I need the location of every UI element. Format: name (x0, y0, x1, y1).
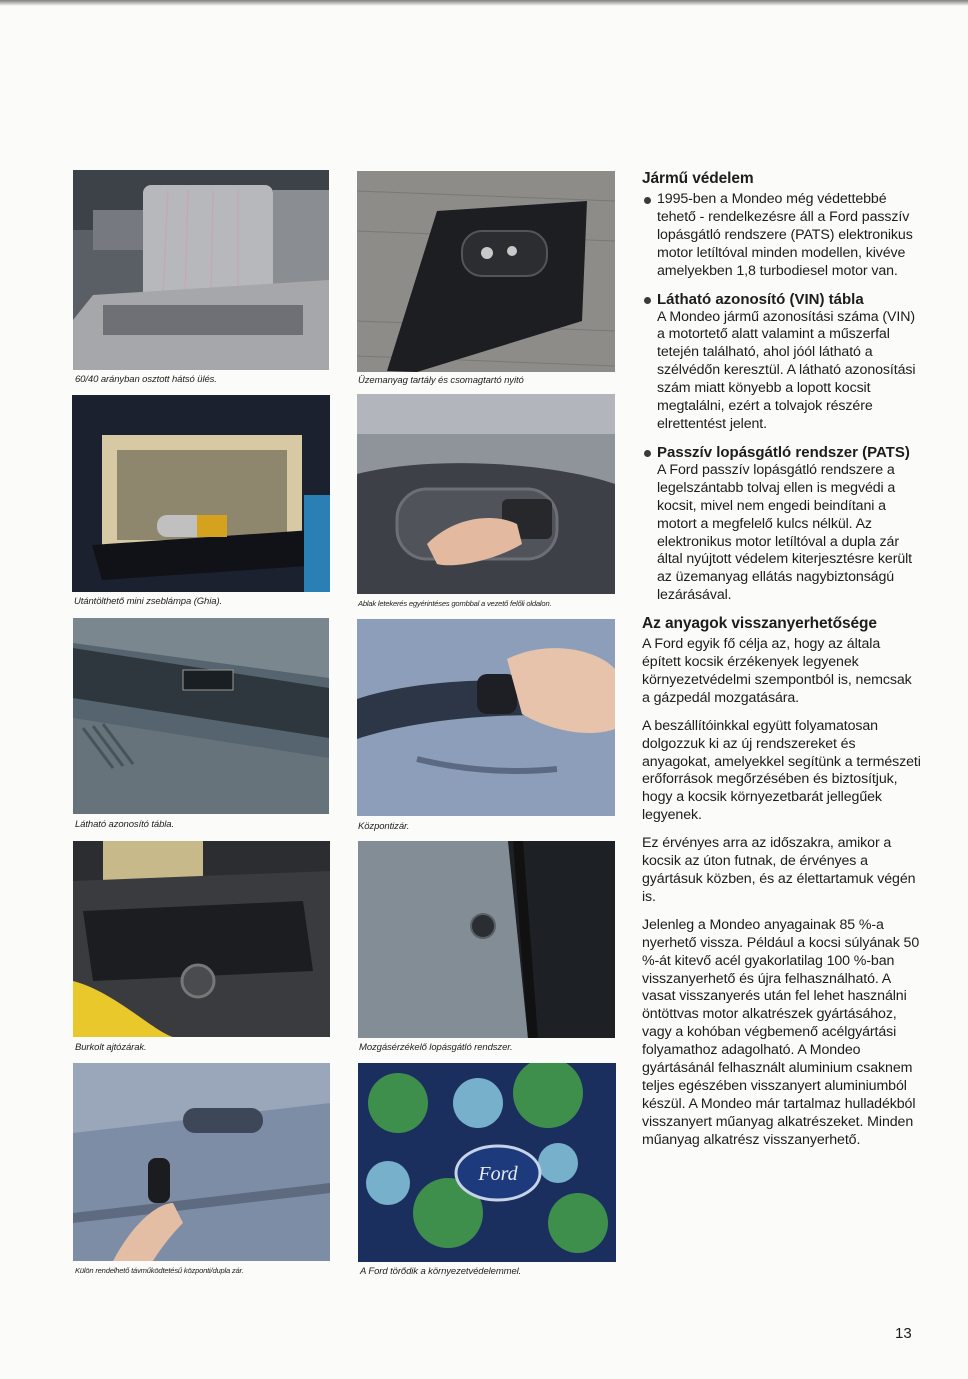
heading-vehicle-protection: Jármű védelem (642, 170, 754, 187)
caption-vin-plate: Látható azonosító tábla. (75, 819, 175, 830)
bullet-pats-1995 (642, 191, 922, 281)
photo-vin-plate (73, 618, 329, 814)
caption-door-locks: Burkolt ajtózárak. (75, 1042, 147, 1053)
photo-remote-key (73, 1063, 330, 1261)
photo-glovebox-torch (72, 395, 330, 592)
bullet-title: Látható azonosító (VIN) tábla (657, 290, 864, 308)
ford-logo-text: Ford (478, 1163, 518, 1185)
heading-recyclability: Az anyagok visszanyerhetősége (642, 615, 877, 633)
caption-window-switch: Ablak letekerés egyérintéses gombbal a vezető felőli oldalon. (358, 599, 552, 608)
photo-door-locks (73, 841, 330, 1037)
caption-remote-key: Külön rendelhető távműködtetésű központi/dupla zár. (75, 1266, 244, 1275)
text-column (642, 170, 922, 1150)
photo-window-switch (357, 394, 615, 594)
photo-motion-sensor (358, 841, 615, 1038)
page-number: 13 (895, 1325, 912, 1342)
caption-central-locking: Központizár. (358, 821, 410, 832)
bullet-dot (644, 197, 651, 204)
paragraph-4: Jelenleg a Mondeo anyagainak 85 %-a nyerhető vissza. Például a kocsi súlyának 50 %-át kitevő acél gyakorlatilag 100 %-ban visszanyerhető és újra felhasználható. A vasat visszanyerés után fel lehet használni öntöttvas motor alkatrészek gyártásához, vagy a kohóban végbemenő acélgyártási folyamathoz adagolható. A Mondeo gyártásánál felhasznált aluminium csaknem teljes egészében visszanyert aluminiumból készül. A Mondeo már tartalmaz hulladékból visszanyert műanyag alkatrészeket. Minden műanyag alkatrész visszanyerhető. (642, 916, 920, 1148)
caption-release-switch: Üzemanyag tartály és csomagtartó nyitó (358, 375, 524, 386)
caption-rear-seat: 60/40 arányban osztott hátsó ülés. (75, 374, 217, 385)
bullet-text: 1995-ben a Mondeo még védettebbé tehető - rendelkezésre áll a Ford passzív lopásgátló rendszere (PATS) elektronikus motor letíltóval minden modellen, kivéve amelyekben 1,8 turbodiesel motor van. (657, 191, 913, 279)
photo-ford-environment (358, 1063, 616, 1262)
bullet-pats (642, 444, 922, 605)
bullet-text: A Ford passzív lopásgátló rendszere a legelszántabb tolvaj ellen is megvédi a kocsit, mivel nem engedi beindítani a motort a megfelelő kulcs nélkül. Az elektronikus motor letíltóval a dupla zár által nyújtott védelem kiterjesztésre került az üzemanyag ellátás nagybiztonságú lezárásával. (657, 461, 913, 604)
bullet-title: Passzív lopásgátló rendszer (PATS) (657, 443, 910, 461)
bullet-vin-plate (642, 291, 922, 434)
caption-motion-sensor: Mozgásérzékelő lopásgátló rendszer. (359, 1042, 513, 1053)
caption-glovebox-torch: Utántölthető mini zseblámpa (Ghia). (74, 596, 223, 607)
bullet-text: A Mondeo jármű azonosítási száma (VIN) a motortető alatt valamint a műszerfal tetején található, ahol jóól látható a szélvédőn keresztül. A látható azonosítási szám miatt könyebb a lopott kocsit megtalálni, ezért a tolvajok részére elrettentést jelent. (657, 308, 916, 432)
scan-top-edge (0, 0, 968, 6)
paragraph-1: A Ford egyik fő célja az, hogy az általa épített kocsik érzékenyek legyenek környezetvédelmi szempontból is, nemcsak a gázpedál mozgatására. (642, 636, 912, 706)
photo-release-switch (357, 171, 615, 372)
paragraph-3: Ez érvényes arra az időszakra, amikor a kocsik az úton futnak, de érvényes a gyártásuk közben, és az élettartamuk végén is. (642, 835, 916, 905)
photo-rear-seat (73, 170, 329, 370)
photo-central-locking (357, 619, 615, 816)
caption-ford-environment: A Ford törődik a környezetvédelemmel. (360, 1266, 522, 1277)
bullet-dot (644, 297, 651, 304)
paragraph-2: A beszállítóinkkal együtt folyamatosan dolgozzuk ki az új rendszereket és anyagokat, amelyekkel segítünk a természeti erőforrások megőrzésében és biztosítjuk, hogy a kocsik környezetbarát jellegűek legyenek. (642, 717, 921, 824)
bullet-dot (644, 450, 651, 457)
